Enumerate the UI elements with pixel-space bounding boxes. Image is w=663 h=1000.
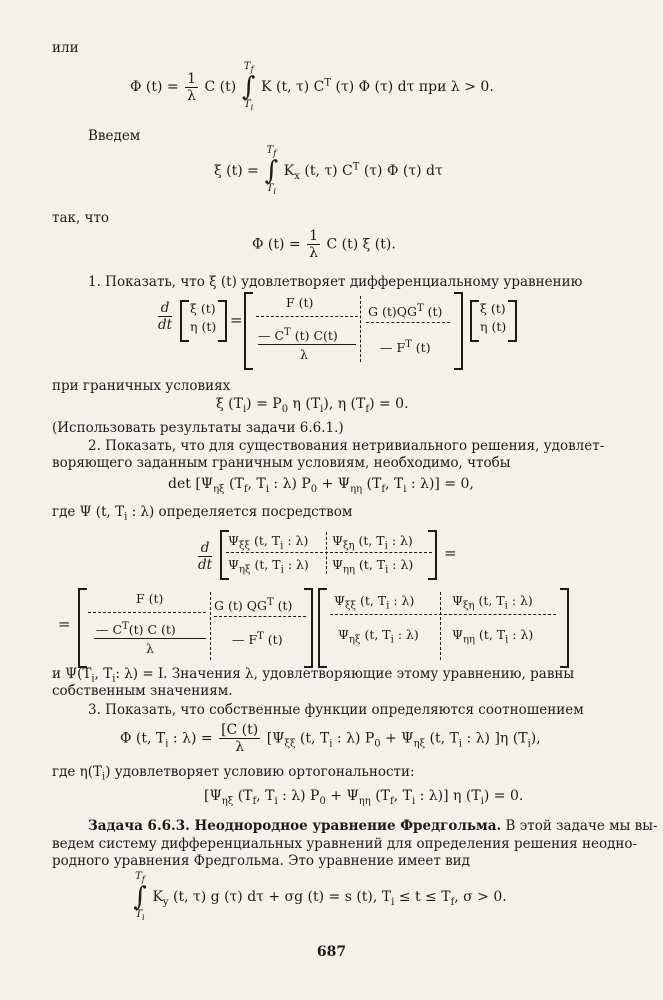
integral-sign-2: $T_f$ ∫ $T_i$ (264, 145, 279, 196)
book-page: или Φ (t) = $\frac{1}{\lambda}$ C (t) $T_f$ ∫ $T_i$ K (t, τ) $C^T$ (τ) Φ (τ) dτ при λ > 0. Введем ξ (t) = $T_f$ ∫ $T_i$ $K_x$ (t, τ) $C^T$ (τ) Φ (τ) dτ так, что Φ (t) = $\frac{1}{\lambda}$ C (t) ξ (t). 1. Показать, что ξ (t) удовлетворяет дифференциальному уравнению $\frac{d}{dt}$ ξ (t) η (t) = F (t) — $C^T$ (t) C(t) λ G $(t)QG^T$ (t) — $F^T$ (t) ξ (t) η (t) при граничных условиях ξ $(T_i) = P_0$ η $(T_i)$, η $(T_f) = 0$. (Использовать результаты задачи 6.6.1.) 2. Показать, что для существования нетривиального решения, удовлет- воряющего заданным граничным условиям, необходимо, чтобы $\det [\Psi_{\eta\xi}$ ($T_f$, $T_i$ : λ) $P_0 + \Psi_{\eta\eta}$ ($T_f$, $T_i$ : λ)] = 0, где Ψ (t, $T_i$ : λ) определяется посредством $\frac{d}{dt}$ $\Psi_{\xi\xi}$ (t, $T_i$ : λ) $\Psi_{\xi\eta}$ (t, $T_i$ : λ) $\Psi_{\eta\xi}$ (t, $T_i$ : λ) $\Psi_{\eta\eta}$ (t, $T_i$ : λ) = = F (t) — $C^T(t)$ C (t) λ G (t) $QG^T$ (t) — $F^T$ (t) $\Psi_{\xi\xi}$ (t, $T_i$ : λ) $\Psi_{\xi\eta}$ (t, $T_i$ : λ) $\Psi_{\eta\xi}$ (t, $T_i$ : λ) $\Psi_{\eta\eta}$ (t, $T_i$ : λ) и $\Psi(T_i$, $T_i$: λ) = I. Значения λ, удовлетворяющие этому уравнению, равны собственным значениям. 3. Показать, что собственные функции определяются соотношением Φ (t, $T_i$ : λ) = $\frac{[C (t)}{\lambda}$ [$\Psi_{\xi\xi}$ (t, $T_i$ : λ) $P_0 + \Psi_{\eta\xi}$ (t, $T_i$ : λ) ]η $(T_i)$, где $\eta(T_i)$ удовлетворяет условию ортогональности: [$\Psi_{\eta\xi}$ ($T_f$, $T_i$ : λ) $P_0 + \Psi_{\eta\eta}$ ($T_f$, $T_i$ : λ)] η $(T_i) = 0$. Задача 6.6.3. Неоднородное уравнение Фредгольма. В этой задаче мы вы- ведем систему дифференциальных уравнений для определения решения неодно- родного уравнения Фредгольма. Это уравнение имеет вид $T_f$ ∫ $T_i$ $K_y$ (t, τ) g (τ) dτ + σg (t) = s (t), $T_i \le t \le T_f$, σ > 0. 687 (0, 0, 663, 1000)
text-item2-line2: воряющего заданным граничным условиям, необходимо, чтобы (52, 455, 511, 471)
text-item1: 1. Показать, что ξ (t) удовлетворяет дифференциальному уравнению (88, 274, 583, 290)
equation-xi: ξ (t) = $T_f$ ∫ $T_i$ $K_x$ (t, τ) $C^T$ (τ) Φ (τ) dτ (214, 145, 443, 196)
text-use-results: (Использовать результаты задачи 6.6.1.) (52, 420, 344, 436)
text-task-line2: ведем систему дифференциальных уравнений для определения решения неодно- (52, 836, 638, 852)
equation-eigenfunction: Φ (t, $T_i$ : λ) = $\frac{[C (t)}{\lambda}$ [$\Psi_{\xi\xi}$ (t, $T_i$ : λ) $P_0 + \Psi_{\eta\xi}$ (t, $T_i$ : λ) ]η $(T_i)$, (120, 722, 541, 755)
text-task-line1: Задача 6.6.3. Неоднородное уравнение Фредгольма. В этой задаче мы вы- (88, 818, 658, 834)
equation-phi: Φ (t) = $\frac{1}{\lambda}$ C (t) $T_f$ ∫ $T_i$ K (t, τ) $C^T$ (τ) Φ (τ) dτ при λ > 0. (130, 61, 494, 112)
equation-orthogonality: [$\Psi_{\eta\xi}$ ($T_f$, $T_i$ : λ) $P_0 + \Psi_{\eta\eta}$ ($T_f$, $T_i$ : λ)] η $(T_i) = 0$. (204, 788, 524, 807)
fraction-1-over-lambda: $\frac{1}{\lambda}$ (187, 70, 197, 104)
text-tak-chto: так, что (52, 210, 110, 226)
text-vvedem: Введем (88, 128, 141, 144)
eq1-kernel: K (t, τ) C (261, 79, 325, 95)
equation-phi-xi: Φ (t) = $\frac{1}{\lambda}$ C (t) ξ (t). (252, 228, 396, 261)
task-title: Задача 6.6.3. Неоднородное уравнение Фредгольма. (88, 818, 502, 834)
text-sobstv: собственным значениям. (52, 683, 233, 699)
text-psi-identity: и $\Psi(T_i$, $T_i$: λ) = I. Значения λ, удовлетворяющие этому уравнению, равны (52, 666, 575, 685)
equation-boundary: ξ $(T_i) = P_0$ η $(T_i)$, η $(T_f) = 0$. (216, 396, 409, 415)
eq1-C: C (t) (204, 79, 237, 95)
equation-det: $\det [\Psi_{\eta\xi}$ ($T_f$, $T_i$ : λ) $P_0 + \Psi_{\eta\eta}$ ($T_f$, $T_i$ : λ)] = 0, (168, 476, 474, 495)
eq1-tail: (τ) Φ (τ) dτ при λ > 0. (331, 79, 494, 95)
integral-sign: $T_f$ ∫ $T_i$ (241, 61, 256, 112)
eq1-lhs: Φ (t) = (130, 79, 184, 95)
text-item2-line1: 2. Показать, что для существования нетривиального решения, удовлет- (88, 438, 605, 454)
equation-fredholm: $T_f$ ∫ $T_i$ $K_y$ (t, τ) g (τ) dτ + σg (t) = s (t), $T_i \le t \le T_f$, σ > 0. (133, 871, 507, 922)
text-task-line3: родного уравнения Фредгольма. Это уравнение имеет вид (52, 853, 470, 869)
text-ili: или (52, 40, 79, 56)
text-gde-eta: где $\eta(T_i)$ удовлетворяет условию ортогональности: (52, 764, 415, 783)
text-gde-psi: где Ψ (t, $T_i$ : λ) определяется посредством (52, 504, 353, 523)
text-item3: 3. Показать, что собственные функции определяются соотношением (88, 702, 584, 718)
page-number: 687 (316, 944, 347, 960)
integral-sign-3: $T_f$ ∫ $T_i$ (133, 871, 147, 922)
text-pri-gran: при граничных условиях (52, 378, 231, 394)
